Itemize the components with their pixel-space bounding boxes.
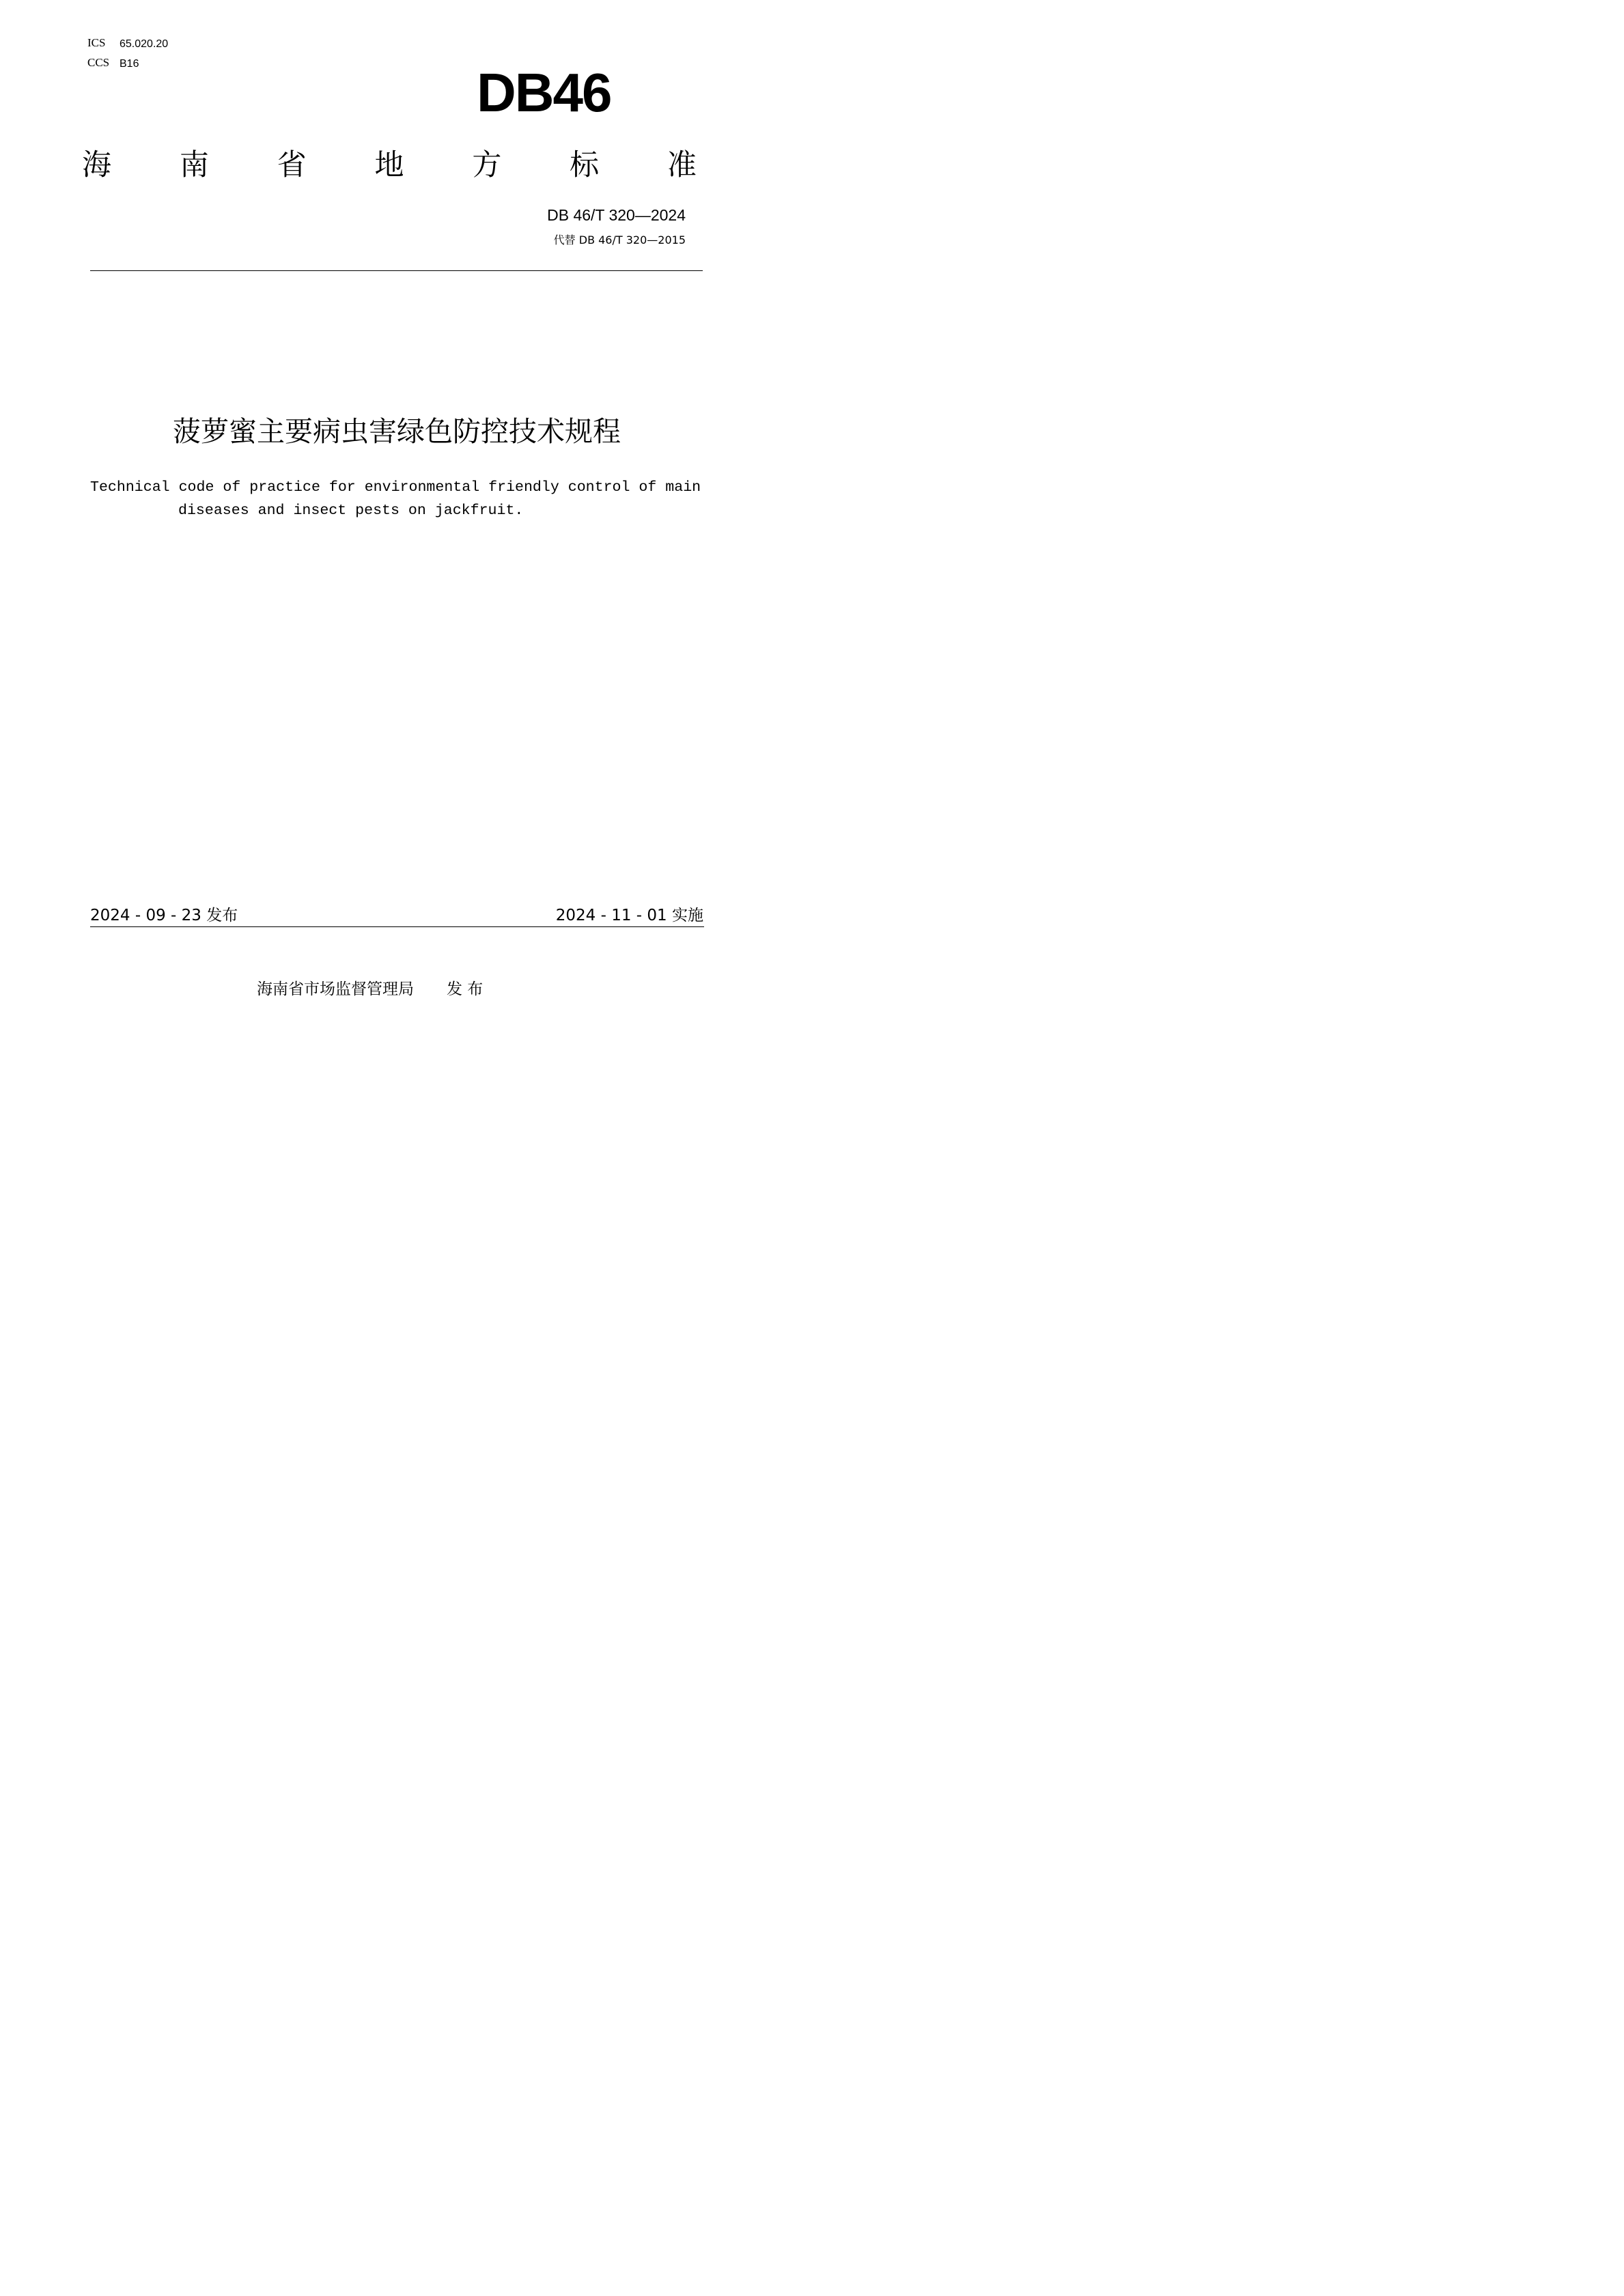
issue-label: 发 布 bbox=[447, 980, 484, 998]
title-char: 方 bbox=[472, 148, 502, 182]
header-divider bbox=[90, 270, 703, 271]
title-char: 南 bbox=[179, 148, 209, 182]
issuing-authority: 海南省市场监督管理局 bbox=[257, 980, 414, 998]
standard-number: DB 46/T 320—2024 bbox=[547, 206, 686, 224]
title-zh-text: 菠萝蜜主要病虫害绿色防控技术规程 bbox=[173, 415, 621, 448]
replaces-standard: 代替 DB 46/T 320—2015 bbox=[553, 233, 686, 246]
title-char: 标 bbox=[570, 148, 600, 182]
publish-date: 2024 - 09 - 23 发布 bbox=[90, 907, 238, 924]
document-title-en-line2: diseases and insect pests on jackfruit. bbox=[178, 502, 524, 519]
ccs-code: B16 bbox=[120, 58, 139, 70]
standard-category-title bbox=[82, 146, 697, 184]
title-char: 准 bbox=[667, 148, 697, 182]
document-title-en-line1: Technical code of practice for environmental friendly control of main bbox=[90, 479, 701, 496]
implementation-date: 2024 - 11 - 01 实施 bbox=[555, 907, 703, 924]
title-char: 海 bbox=[82, 148, 111, 182]
ics-label: ICS bbox=[87, 36, 106, 49]
footer-divider bbox=[90, 926, 704, 927]
db46-logo: DB46 bbox=[477, 62, 611, 123]
ics-code: 65.020.20 bbox=[120, 38, 169, 50]
title-char: 地 bbox=[374, 148, 404, 182]
document-title-zh bbox=[0, 411, 753, 452]
title-char: 省 bbox=[277, 148, 307, 182]
ccs-label: CCS bbox=[87, 56, 110, 69]
issuer-line bbox=[257, 976, 483, 999]
